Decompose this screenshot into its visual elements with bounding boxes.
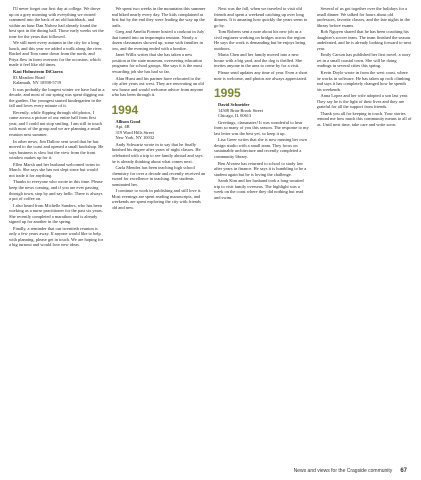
paragraph: I'll never forget our first day at college. We drove up on a grey morning with everything we owned crammed into the back of an old hatchback, and within an hour Dan Nalvez had already found the best spot in the dining hall. Those early weeks set the tone for the years that followed. (9, 6, 104, 39)
paragraph: Andy Schwartz wrote in to say that he finally finished his degree after years of night classes. He celebrated with a trip to see family abroad and says he is already thinking about what comes next. (111, 141, 203, 164)
paragraph: Next was the fall, when we traveled to visit old friends and spent a weekend catching up over long dinners. It is amazing how quickly the years seem to go by. (214, 6, 308, 28)
column-1 (9, 6, 105, 461)
paragraph: Tom Roberts sent a note about his new job as a civil engineer working on bridges across the region. He says the work is demanding but he enjoys being outdoors. (214, 29, 307, 51)
paragraph: Alan Hurst and his partner have relocated to the city after years out west. They are renovating an old row house and would welcome advice from anyone who has been through it. (111, 75, 204, 98)
address-line: 83 Meadow Road (13, 74, 45, 80)
paragraph: Please send updates any time of year. Even a short note is welcome, and photos are always appreciated. (214, 70, 308, 81)
paragraph: I continue to work in publishing and still love it. Most evenings are spent reading manuscripts, and weekends are spent exploring the city with friends old and new. (111, 188, 202, 210)
paragraph: Thank you all for keeping in touch. Your stories remind me how much this community means to all of us. Until next time, take care and write soon. (316, 110, 412, 127)
paragraph: Greg and Amelia Fortner hosted a cookout in July that turned into an impromptu reunion. Nearly a dozen classmates showed up, some with families in tow, and the evening ended with a bonfire. (111, 29, 205, 51)
paragraph: Lisa Greer writes that she is now running her own design studio with a small team. They focus on sustainable architecture and recently completed a community library. (214, 137, 307, 160)
correspondent-name: Kasi Holmstrom DiCiarra (13, 69, 63, 75)
paragraph: Sarah Kim and her husband took a long-awaited trip to visit family overseas. The highlight was a week on the coast where they did nothing but read and swim. (214, 178, 304, 200)
page-number: 67 (400, 468, 407, 474)
address-line: 14508 Briar Brook Street (218, 107, 263, 113)
column-2 (112, 6, 208, 461)
column-3 (214, 6, 310, 461)
address-line: Kalamath, NY 10598-5719 (13, 80, 62, 86)
paragraph: I also heard from Michelle Sanders, who has been working as a nurse practitioner for the past six years. She recently completed a marathon and is already signed up for another in the spring. (9, 202, 103, 225)
paragraph: Finally, a reminder that our twentieth reunion is only a few years away. If anyone would like to help with planning, please get in touch. We are hoping for a big turnout and would love new ideas. (9, 225, 104, 248)
class-correspondent-address (214, 102, 310, 119)
footer-section-title: News and views for the Cragside community (293, 468, 393, 474)
paragraph: Anna Lopez and her wife adopted a son last year. They say he is the light of their lives and they are grateful for all the support from friends. (316, 93, 408, 110)
paragraph: Janet Willis writes that she has taken a new position at the state museum, overseeing education programs for school groups. She says it is the most rewarding job she has had so far. (111, 52, 202, 75)
paragraph: We spent two weeks in the mountains this summer and hiked nearly every day. The kids complained at first but by the end they were leading the way up the trails. (111, 6, 206, 28)
correspondent-name: David Schneider (218, 102, 250, 108)
class-correspondent-address (112, 119, 208, 141)
address-line: Chicago, IL 60613 (218, 113, 252, 119)
class-year-heading: 1994 (111, 102, 139, 117)
paragraph: Kevin Doyle wrote in from the west coast, where he works in software. He has taken up rock climbing and says it has completely changed how he spends his weekends. (316, 70, 411, 92)
paragraph: Maria Chen and her family moved into a new house with a big yard, and the dog is thrilled. She invites anyone in the area to come by for a visit. (214, 52, 302, 69)
paragraph: Greetings, classmates! It was wonderful to hear from so many of you this season. The response to my last letter was the best yet, so keep it up. (214, 119, 309, 136)
page-footer (0, 462, 421, 480)
paragraph: Carla Mendez has been teaching high school chemistry for over a decade and recently received an award for excellence in teaching. Her students nominated her. (111, 165, 206, 187)
paragraph: In other news, Jim Dallow sent word that he has moved to the coast and opened a small bookshop. He says business is slow but the view from the front window makes up for it. (9, 138, 104, 161)
paragraph: Emily Carson has published her first novel, a story set in a small coastal town. She will be doing readings in several cities this spring. (316, 52, 411, 69)
paragraph: It was probably the longest winter we have had in a decade, and most of our spring was spent digging out the garden. Our youngest started kindergarten in the fall and loves every minute of it. (9, 86, 105, 109)
paragraph: Ellen Marsh and her husband welcomed twins in March. She says she has not slept since but would not trade it for anything. (9, 161, 100, 178)
paragraph: Ben Alvarez has returned to school to study law after years in finance. He says it is humbling to be a student again but he is loving the challenge. (214, 160, 307, 177)
paragraph: Recently, while flipping through old photos, I came across a picture of our entire hall from first year, and I could not stop smiling. I am still in touch with most of the group and we are planning a small reunion next summer. (9, 109, 102, 138)
class-correspondent-address (9, 69, 105, 86)
paragraph: Rob Nguyen shared that he has been coaching his daughter's soccer team. The team finished the season undefeated, and he is already looking forward to next year. (316, 29, 412, 51)
paragraph: Several of us got together over the holidays for a small dinner. We talked for hours about old professors, favorite classes, and the late nights in the library before exams. (316, 6, 410, 28)
address-line: Apt. 4B (115, 124, 130, 130)
paragraph: Thanks to everyone who wrote in this time. Please keep the news coming, and if you are ever passing through town, stop by and say hello. There is always a pot of coffee on. (9, 179, 103, 202)
class-year-heading: 1995 (214, 86, 241, 101)
column-4 (317, 6, 413, 461)
address-line: 319 Ward Hills Street (115, 129, 154, 135)
paragraph: We still meet every autumn in the city for a long lunch, and this year we added a walk along the river. Rachel and Tom came down from the north, and Priya flew in from overseas for the occasion, which made it feel like old times. (9, 40, 103, 68)
correspondent-name: Allison Good (115, 118, 141, 124)
text-columns (9, 6, 412, 461)
address-line: New York, NY 10032 (115, 135, 155, 141)
